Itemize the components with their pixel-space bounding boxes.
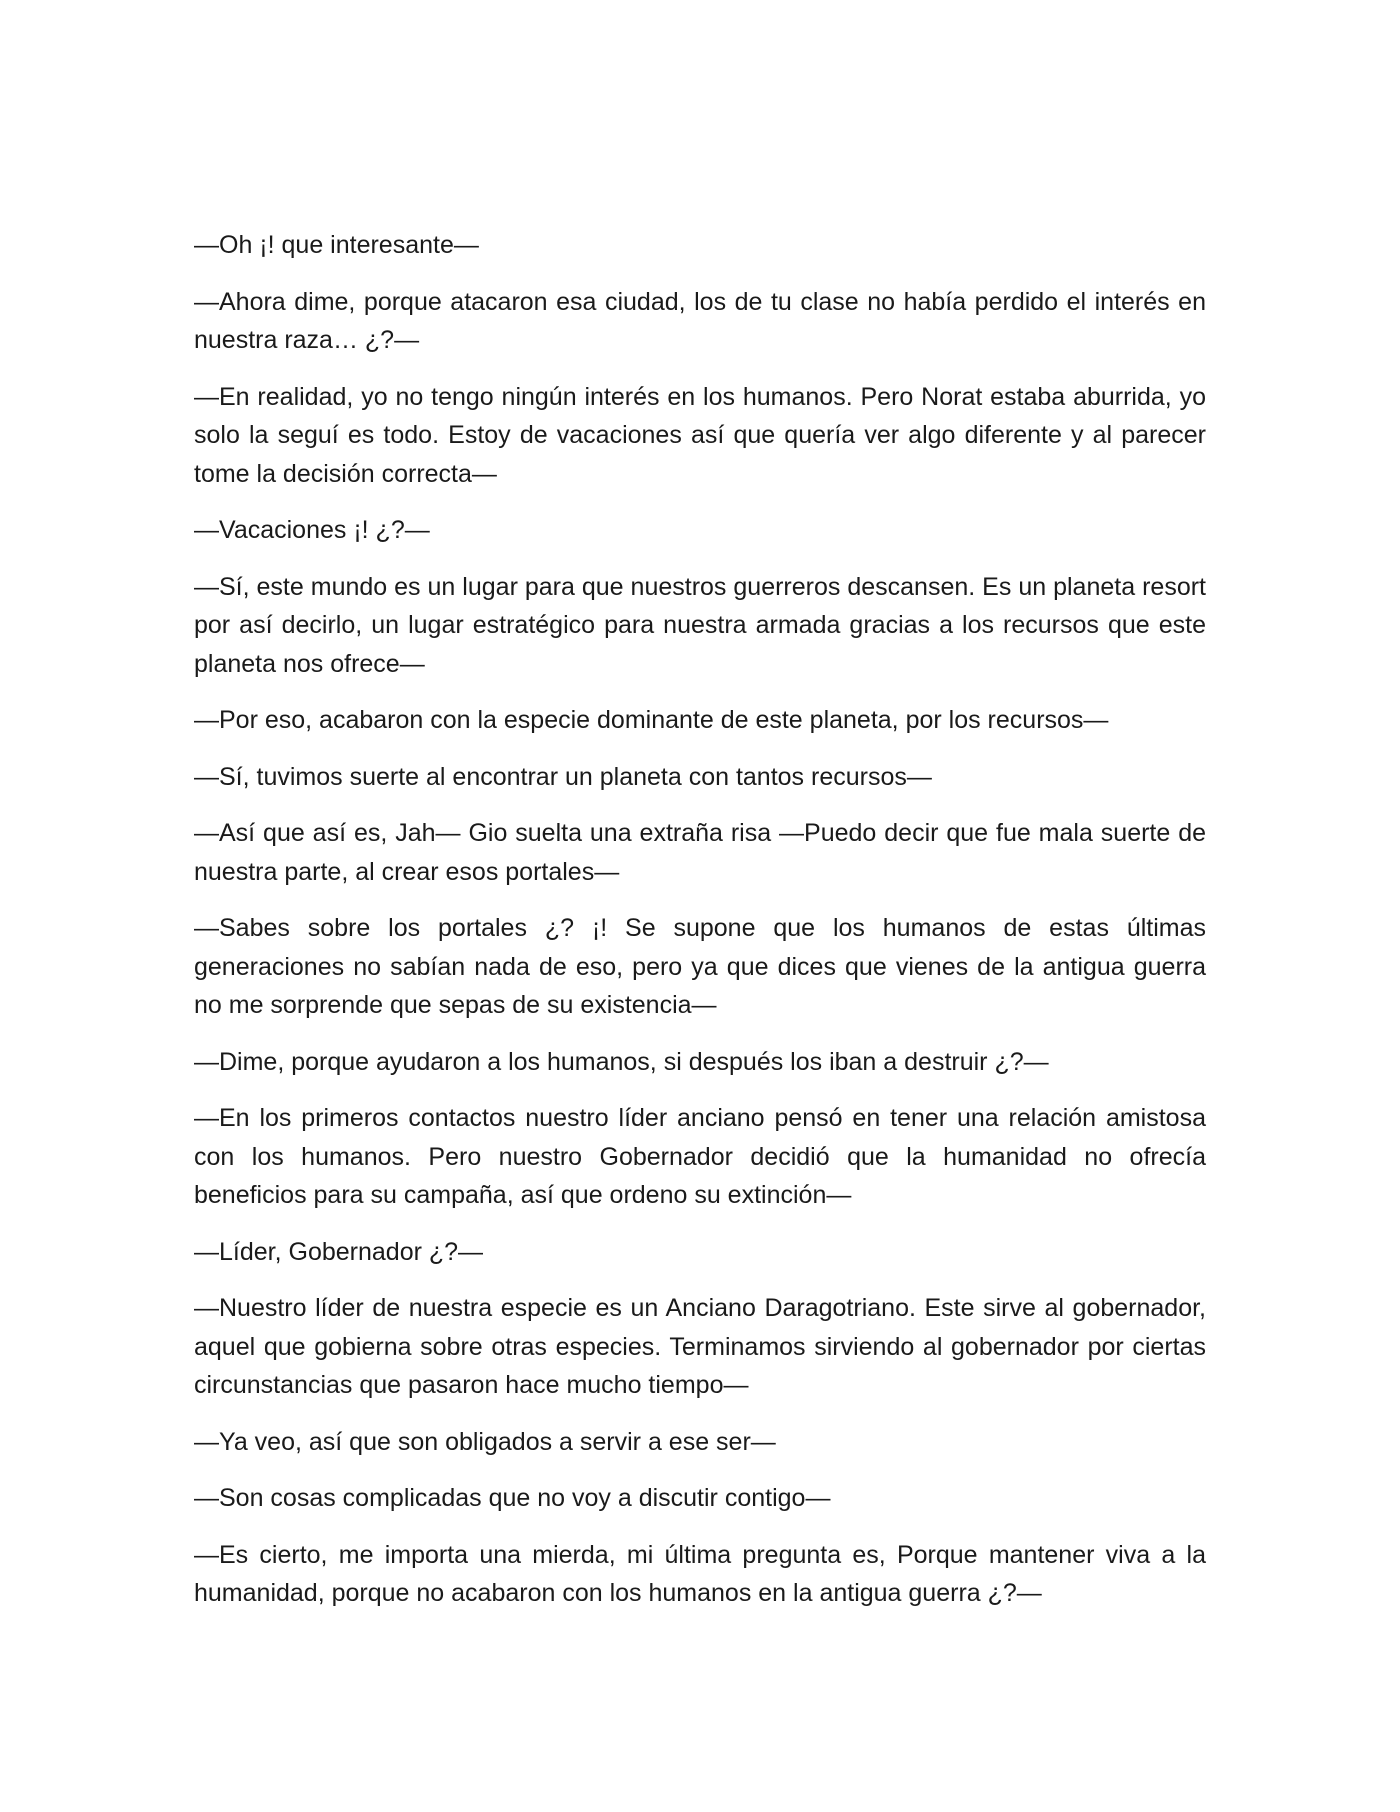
- paragraph: —En los primeros contactos nuestro líder anciano pensó en tener una relación amistosa con los humanos. Pero nuestro Gobernador decidió que la humanidad no ofrecía beneficios para su campaña, así que ordeno su extinción—: [194, 1104, 1206, 1209]
- text-body: [194, 226, 1206, 1631]
- paragraph: —Así que así es, Jah— Gio suelta una extraña risa —Puedo decir que fue mala suerte de nuestra parte, al crear esos portales—: [194, 819, 1206, 886]
- paragraph: —Sí, este mundo es un lugar para que nuestros guerreros descansen. Es un planeta resort por así decirlo, un lugar estratégico para nuestra armada gracias a los recursos que este planeta nos ofrece—: [194, 572, 1206, 678]
- paragraph: —Sabes sobre los portales ¿? ¡! Se supone que los humanos de estas últimas generaciones no sabían nada de eso, pero ya que dices que vienes de la antigua guerra no me sorprende que sepas de su existencia—: [194, 914, 1206, 1019]
- paragraph: —Por eso, acabaron con la especie dominante de este planeta, por los recursos—: [194, 706, 1109, 734]
- paragraph: —Líder, Gobernador ¿?—: [194, 1237, 484, 1266]
- paragraph: —Ya veo, así que son obligados a servir a ese ser—: [194, 1427, 776, 1456]
- paragraph: —Oh ¡! que interesante—: [194, 231, 479, 259]
- paragraph: —Vacaciones ¡! ¿?—: [194, 516, 430, 544]
- paragraph: —Dime, porque ayudaron a los humanos, si después los iban a destruir ¿?—: [194, 1047, 1049, 1076]
- paragraph: —Ahora dime, porque atacaron esa ciudad, los de tu clase no había perdido el interés en nuestra raza… ¿?—: [194, 287, 1206, 354]
- paragraph: —En realidad, yo no tengo ningún interés en los humanos. Pero Norat estaba aburrida, yo solo la seguí es todo. Estoy de vacaciones así que quería ver algo diferente y al parecer tome la decisión correcta—: [194, 382, 1206, 488]
- paragraph: —Es cierto, me importa una mierda, mi última pregunta es, Porque mantener viva a la humanidad, porque no acabaron con los humanos en la antigua guerra ¿?—: [194, 1540, 1206, 1607]
- paragraph: —Sí, tuvimos suerte al encontrar un planeta con tantos recursos—: [194, 762, 932, 791]
- paragraph: —Son cosas complicadas que no voy a discutir contigo—: [194, 1484, 831, 1512]
- paragraph: —Nuestro líder de nuestra especie es un Anciano Daragotriano. Este sirve al gobernador, aquel que gobierna sobre otras especies. Terminamos sirviendo al gobernador por ciertas circunstancias que pasaron hace mucho tiempo—: [194, 1294, 1206, 1399]
